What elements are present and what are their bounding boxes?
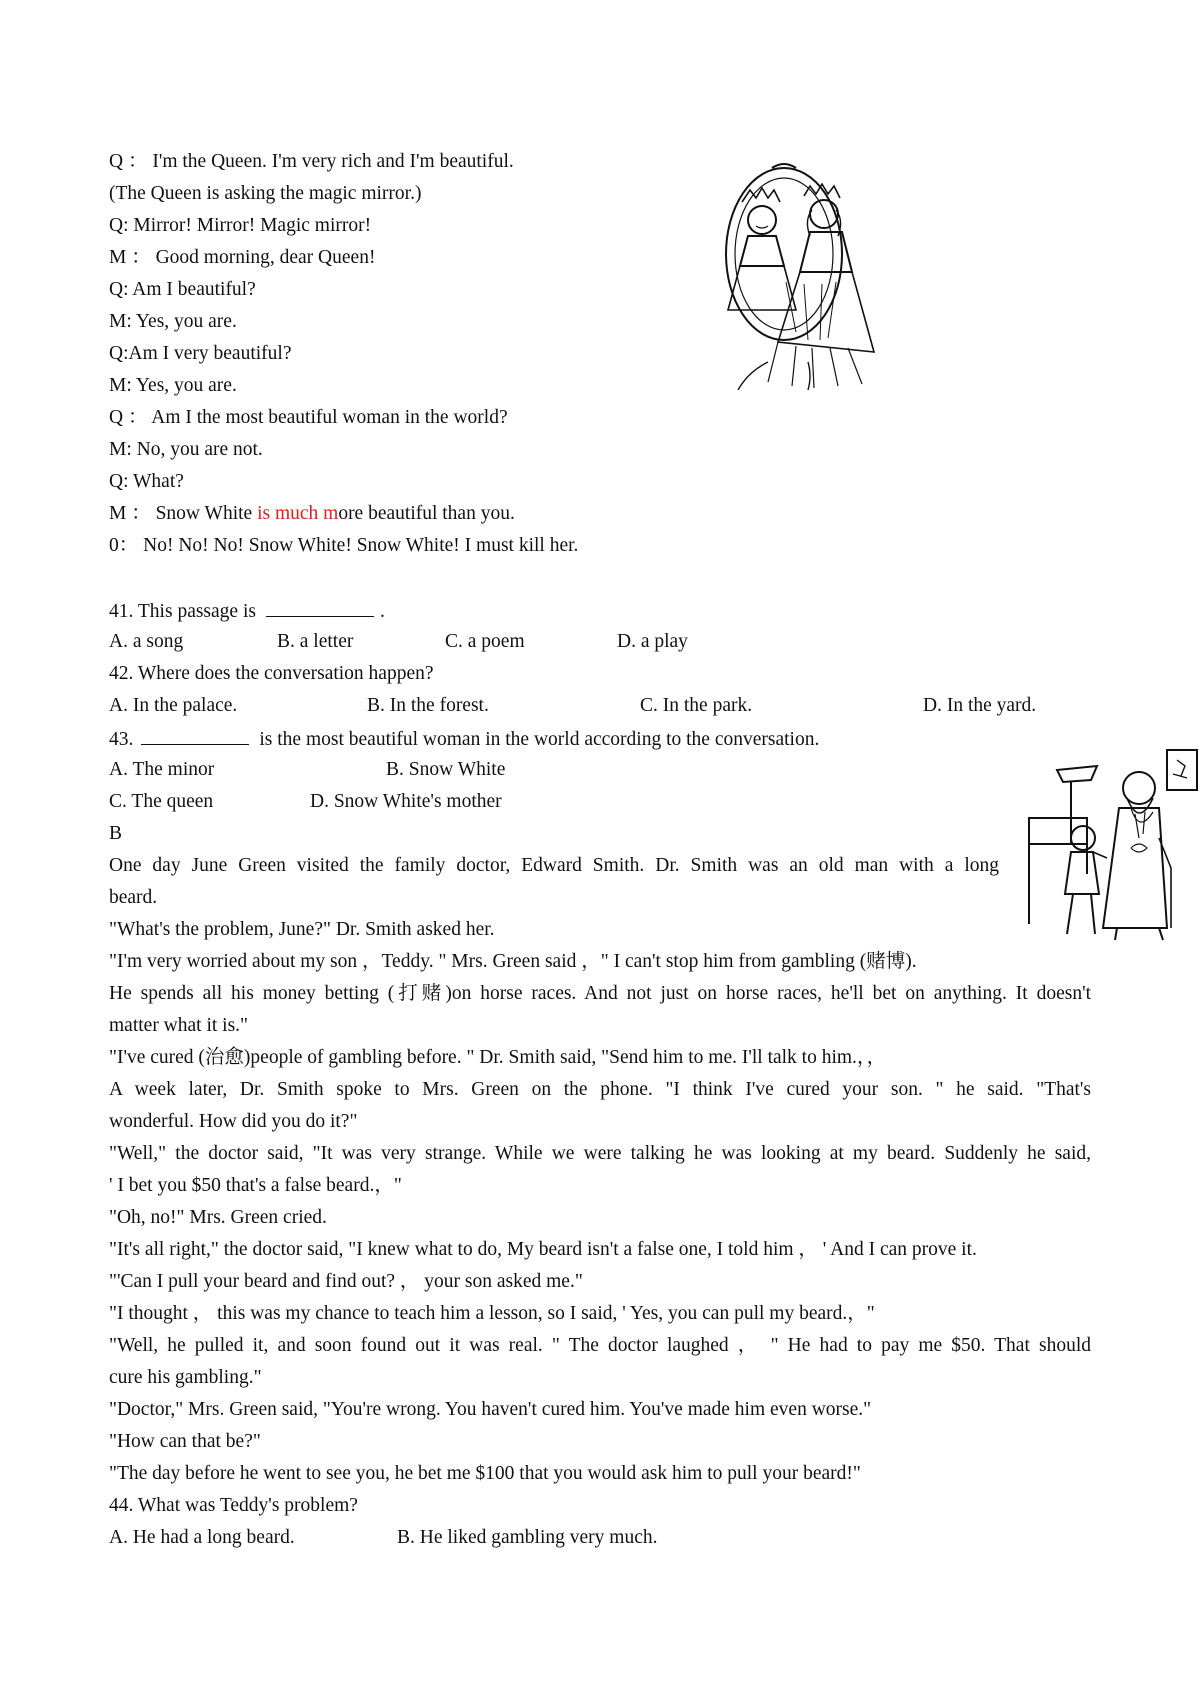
question-43-number: 43.: [109, 729, 134, 750]
passage-line: He spends all his money betting (打赌)on horse races. And not just on horse races, he'll bet on anything. It doesn't: [109, 983, 1091, 1004]
passage-line: wonderful. How did you do it?": [109, 1111, 358, 1132]
passage-line: A week later, Dr. Smith spoke to Mrs. Green on the phone. "I think I've cured your son. " he said. "That's: [109, 1079, 1091, 1100]
option-43-d: D. Snow White's mother: [310, 791, 502, 812]
dialogue-line: 0： No! No! No! Snow White! Snow White! I must kill her.: [109, 535, 579, 556]
option-43-b: B. Snow White: [386, 759, 506, 780]
dialogue-line-highlighted: [109, 502, 515, 526]
option-41-a: A. a song: [109, 631, 184, 652]
dialogue-line: M ： Good morning, dear Queen!: [109, 247, 376, 268]
passage-line: "The day before he went to see you, he bet me $100 that you would ask him to pull your beard!": [109, 1463, 861, 1484]
answer-blank[interactable]: [141, 726, 249, 745]
question-41-period: .: [379, 601, 385, 622]
passage-line: "I'm very worried about my son ，Teddy. " Mrs. Green said ，" I can't stop him from gambling (赌博).: [109, 951, 917, 972]
option-41-b: B. a letter: [277, 631, 354, 652]
passage-line: "Well," the doctor said, "It was very strange. While we were talking he was looking at my beard. Suddenly he said,: [109, 1143, 1091, 1164]
dialogue-line: Q: Am I beautiful?: [109, 279, 256, 300]
option-42-c: C. In the park.: [640, 695, 753, 716]
doctor-boy-illustration: [1027, 748, 1199, 944]
dialogue-line: Q: Mirror! Mirror! Magic mirror!: [109, 215, 372, 236]
option-43-c: C. The queen: [109, 791, 214, 812]
question-44-stem: 44. What was Teddy's problem?: [109, 1495, 358, 1516]
section-b-label: B: [109, 823, 123, 844]
queen-mirror-illustration: [712, 162, 890, 390]
question-43-text: is the most beautiful woman in the world according to the conversation.: [259, 729, 820, 750]
option-41-c: C. a poem: [445, 631, 525, 652]
option-42-b: B. In the forest.: [367, 695, 489, 716]
passage-line: "Well, he pulled it, and soon found out it was real. " The doctor laughed ， " He had to pay me $50. That should: [109, 1335, 1091, 1356]
passage-line: cure his gambling.": [109, 1367, 262, 1388]
passage-line: "'Can I pull your beard and find out? ， your son asked me.": [109, 1271, 583, 1292]
passage-line: "Oh, no!" Mrs. Green cried.: [109, 1207, 327, 1228]
dialogue-line: M: Yes, you are.: [109, 311, 237, 332]
passage-line: "I thought ， this was my chance to teach him a lesson, so I said, ' Yes, you can pull my beard.，": [109, 1303, 875, 1324]
passage-line: "It's all right," the doctor said, "I knew what to do, My beard isn't a false one, I told him ， ' And I can prove it.: [109, 1239, 977, 1260]
option-43-a: A. The minor: [109, 759, 215, 780]
option-41-d: D. a play: [617, 631, 688, 652]
passage-line: "What's the problem, June?" Dr. Smith asked her.: [109, 919, 495, 940]
dialogue-line: M: No, you are not.: [109, 439, 263, 460]
question-41-text: 41. This passage is: [109, 601, 256, 622]
dialogue-line: Q:Am I very beautiful?: [109, 343, 292, 364]
dialogue-line: Q ： I'm the Queen. I'm very rich and I'm beautiful.: [109, 151, 514, 172]
passage-line: ' I bet you $50 that's a false beard.，": [109, 1175, 402, 1196]
passage-line: matter what it is.": [109, 1015, 249, 1036]
passage-line: "I've cured (治愈)people of gambling before. " Dr. Smith said, "Send him to me. I'll talk to him.，，: [109, 1047, 887, 1068]
question-42-stem: 42. Where does the conversation happen?: [109, 663, 434, 684]
question-41-stem: [109, 598, 385, 624]
passage-line: "How can that be?": [109, 1431, 261, 1452]
passage-line: "Doctor," Mrs. Green said, "You're wrong. You haven't cured him. You've made him even worse.": [109, 1399, 872, 1420]
option-44-b: B. He liked gambling very much.: [397, 1527, 658, 1548]
dialogue-line: Q ： Am I the most beautiful woman in the world?: [109, 407, 508, 428]
dialogue-line: M: Yes, you are.: [109, 375, 237, 396]
option-44-a: A. He had a long beard.: [109, 1527, 295, 1548]
m-line-prefix: M ： Snow White: [109, 503, 258, 524]
question-43-stem: [109, 726, 819, 752]
passage-line: One day June Green visited the family doctor, Edward Smith. Dr. Smith was an old man with a long: [109, 855, 999, 876]
answer-blank[interactable]: [266, 598, 374, 617]
option-42-a: A. In the palace.: [109, 695, 238, 716]
option-42-d: D. In the yard.: [923, 695, 1037, 716]
dialogue-line: (The Queen is asking the magic mirror.): [109, 183, 422, 204]
m-line-suffix: ore beautiful than you.: [338, 503, 515, 524]
passage-line: beard.: [109, 887, 158, 908]
highlighted-text: is much m: [257, 503, 339, 524]
dialogue-line: Q: What?: [109, 471, 184, 492]
